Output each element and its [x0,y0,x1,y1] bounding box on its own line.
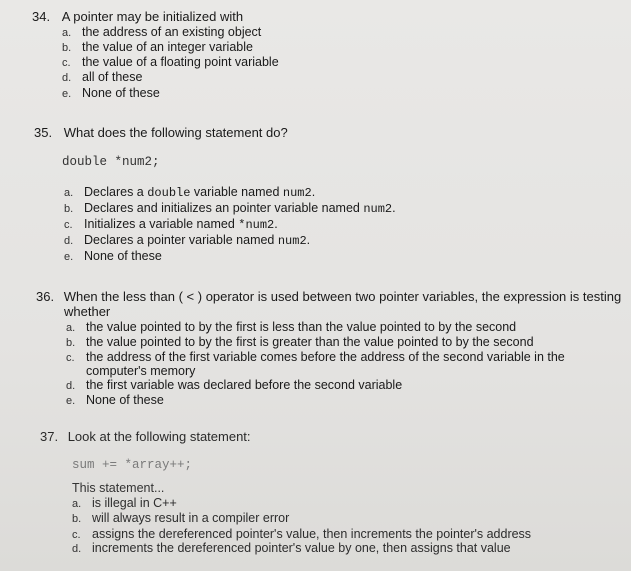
option-code: *num2 [238,218,275,232]
question-35 [34,125,288,141]
option-letter: b. [72,513,82,525]
option-letter: a. [62,27,72,39]
option-letter: e. [64,251,74,263]
q35-option-a[interactable] [64,185,315,201]
option-text: will always result in a compiler error [92,511,290,525]
question-number: 36. [36,289,55,304]
option-letter: c. [64,219,73,231]
option-text: the address of an existing object [82,25,262,39]
option-letter: b. [64,203,74,215]
option-letter: b. [66,337,76,349]
option-letter: c. [62,57,71,69]
option-letter: b. [62,42,72,54]
option-text: . [306,233,311,247]
option-text: Declares a pointer variable named [84,233,278,247]
option-code: num2 [363,202,393,216]
question-number: 37. [40,429,59,444]
q34-option-b[interactable] [62,40,253,56]
option-letter: d. [66,380,76,392]
option-letter: c. [66,352,75,364]
option-text: None of these [86,393,164,407]
question-text: Look at the following statement: [67,429,251,444]
code-snippet: double *num2; [62,155,160,169]
option-text: the value of an integer variable [82,40,253,54]
option-text: the value pointed to by the first is greater than the value pointed to by the second [86,335,534,349]
option-text: increments the dereferenced pointer's value by one, then assigns that value [92,541,511,555]
lead-text: This statement... [72,481,165,495]
option-text: is illegal in C++ [92,496,177,510]
q35-option-c[interactable] [64,217,278,233]
option-letter: e. [62,88,72,100]
option-text: the value pointed to by the first is less than the value pointed to by the second [86,320,517,334]
option-letter: a. [66,322,76,334]
q34-option-e[interactable] [62,86,160,102]
question-37 [40,429,251,445]
q36-option-a[interactable] [66,320,516,336]
option-code: num2 [282,186,312,200]
option-letter: a. [64,187,74,199]
q37-option-b[interactable] [72,511,289,527]
q36-option-c-continued: computer's memory [86,364,196,378]
option-text: Initializes a variable named [84,217,239,231]
code-snippet: sum += *array++; [72,458,193,472]
option-text: Declares and initializes an pointer variable named [84,201,364,215]
option-letter: e. [66,395,76,407]
q36-option-e[interactable] [66,393,164,409]
option-letter: d. [62,72,72,84]
option-text: all of these [82,70,143,84]
q36-option-d[interactable] [66,378,402,394]
q34-option-a[interactable] [62,25,261,41]
q35-option-e[interactable] [64,249,162,265]
option-letter: d. [64,235,74,247]
option-text: None of these [84,249,162,263]
option-code: double [147,186,191,200]
q37-option-a[interactable] [72,496,177,512]
q37-option-d[interactable] [72,541,511,557]
question-36-continued: whether [64,304,111,319]
q36-option-b[interactable] [66,335,534,351]
option-letter: c. [72,529,81,541]
option-text: None of these [82,86,160,100]
option-code: num2 [277,234,307,248]
question-text: A pointer may be initialized with [61,9,244,24]
option-text: . [392,201,396,215]
option-text: . [274,217,278,231]
question-text: What does the following statement do? [63,125,288,140]
option-text: the first variable was declared before the second variable [86,378,403,392]
question-text: When the less than ( < ) operator is used between two pointer variables, the expression is testing [63,289,622,304]
question-number: 35. [34,125,53,140]
option-letter: d. [72,543,82,555]
q35-option-b[interactable] [64,201,396,217]
option-text: assigns the dereferenced pointer's value, then increments the pointer's address [92,527,532,541]
question-36 [36,289,621,305]
option-text: . [311,185,316,199]
option-text: Declares a [84,185,148,199]
question-34 [32,9,243,25]
q34-option-d[interactable] [62,70,142,86]
option-text: the address of the first variable comes before the address of the second variable in the [86,350,565,364]
option-letter: a. [72,498,82,510]
option-text: variable named [190,185,283,199]
q35-option-d[interactable] [64,233,310,249]
question-number: 34. [32,9,51,24]
q34-option-c[interactable] [62,55,279,71]
option-text: the value of a floating point variable [82,55,279,69]
